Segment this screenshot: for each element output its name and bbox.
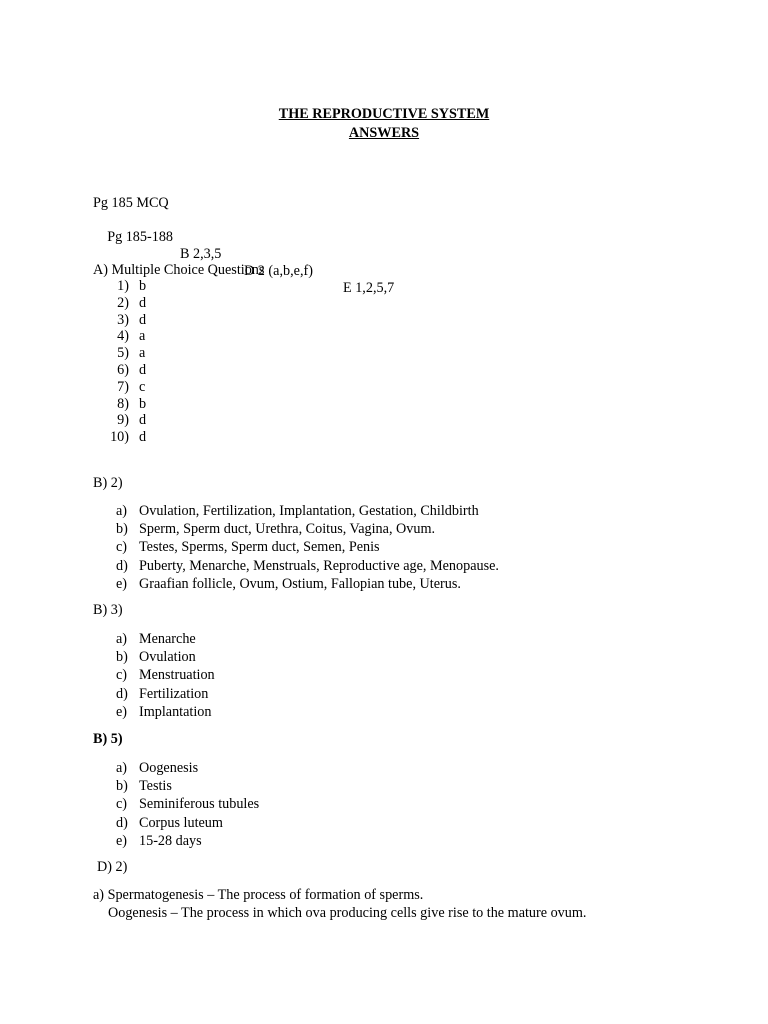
mcq-answer: d bbox=[139, 429, 147, 446]
reference-d: D 2 (a,b,e,f) bbox=[244, 263, 313, 279]
section-d2-line-1: a) Spermatogenesis – The process of formation of sperms. bbox=[93, 887, 424, 903]
list-marker: b) bbox=[116, 778, 128, 795]
list-text: Ovulation, Fertilization, Implantation, Gestation, Childbirth bbox=[139, 503, 479, 519]
list-marker: e) bbox=[116, 703, 128, 720]
list-marker: d) bbox=[116, 685, 128, 702]
section-b2-heading: B) 2) bbox=[93, 475, 123, 491]
mcq-number: 6) bbox=[117, 361, 129, 378]
mcq-number: 5) bbox=[117, 345, 129, 362]
list-marker: c) bbox=[116, 539, 128, 556]
section-d2-line-2: Oogenesis – The process in which ova producing cells give rise to the mature ovum. bbox=[108, 905, 587, 921]
mcq-number: 2) bbox=[117, 294, 129, 311]
list-text: Fertilization bbox=[139, 685, 209, 702]
mcq-number: 9) bbox=[117, 412, 129, 429]
list-text: Implantation bbox=[139, 703, 212, 720]
list-marker: c) bbox=[116, 667, 128, 684]
list-marker: d) bbox=[116, 557, 128, 574]
list-text: Testes, Sperms, Sperm duct, Semen, Penis bbox=[139, 539, 380, 556]
mcq-answer: b bbox=[139, 395, 147, 412]
list-marker: a) bbox=[116, 631, 128, 647]
list-text: Ovulation bbox=[139, 649, 196, 666]
list-text: Testis bbox=[139, 778, 172, 795]
reference-b: B 2,3,5 bbox=[180, 246, 222, 262]
list-text: 15-28 days bbox=[139, 832, 202, 849]
mcq-answer: d bbox=[139, 311, 147, 328]
list-marker: a) bbox=[116, 503, 128, 519]
page-title: THE REPRODUCTIVE SYSTEM bbox=[278, 106, 490, 122]
list-text: Puberty, Menarche, Menstruals, Reproductive age, Menopause. bbox=[139, 557, 499, 574]
list-text: Corpus luteum bbox=[139, 814, 223, 831]
mcq-number: 1) bbox=[117, 278, 129, 294]
mcq-answer: c bbox=[139, 378, 146, 395]
list-marker: e) bbox=[116, 575, 128, 592]
mcq-answer: b bbox=[139, 278, 147, 294]
list-marker: b) bbox=[116, 649, 128, 666]
list-text: Sperm, Sperm duct, Urethra, Coitus, Vagina, Ovum. bbox=[139, 521, 436, 538]
mcq-number: 10) bbox=[110, 429, 129, 446]
list-text: Graafian follicle, Ovum, Ostium, Fallopian tube, Uterus. bbox=[139, 575, 461, 592]
reference-pages: Pg 185-188 bbox=[107, 229, 174, 245]
mcq-number: 7) bbox=[117, 378, 129, 395]
list-marker: c) bbox=[116, 796, 128, 813]
list-marker: a) bbox=[116, 760, 128, 776]
section-a-heading: A) Multiple Choice Questions bbox=[93, 262, 265, 278]
mcq-answer: d bbox=[139, 294, 147, 311]
section-b5-heading: B) 5) bbox=[93, 731, 123, 747]
section-b3-heading: B) 3) bbox=[93, 602, 123, 618]
list-text: Menarche bbox=[139, 631, 196, 647]
list-marker: b) bbox=[116, 521, 128, 538]
list-marker: d) bbox=[116, 814, 128, 831]
mcq-answer: a bbox=[139, 328, 146, 345]
reference-line-1: Pg 185 MCQ bbox=[93, 195, 169, 211]
mcq-number: 3) bbox=[117, 311, 129, 328]
reference-e: E 1,2,5,7 bbox=[343, 280, 395, 296]
section-d2-heading: D) 2) bbox=[97, 859, 128, 875]
mcq-number: 4) bbox=[117, 328, 129, 345]
mcq-answer: d bbox=[139, 412, 147, 429]
page-subtitle: ANSWERS bbox=[348, 125, 420, 141]
list-text: Oogenesis bbox=[139, 760, 199, 776]
mcq-answer: d bbox=[139, 361, 147, 378]
mcq-number: 8) bbox=[117, 395, 129, 412]
mcq-answer: a bbox=[139, 345, 146, 362]
list-text: Seminiferous tubules bbox=[139, 796, 260, 813]
list-marker: e) bbox=[116, 832, 128, 849]
list-text: Menstruation bbox=[139, 667, 215, 684]
